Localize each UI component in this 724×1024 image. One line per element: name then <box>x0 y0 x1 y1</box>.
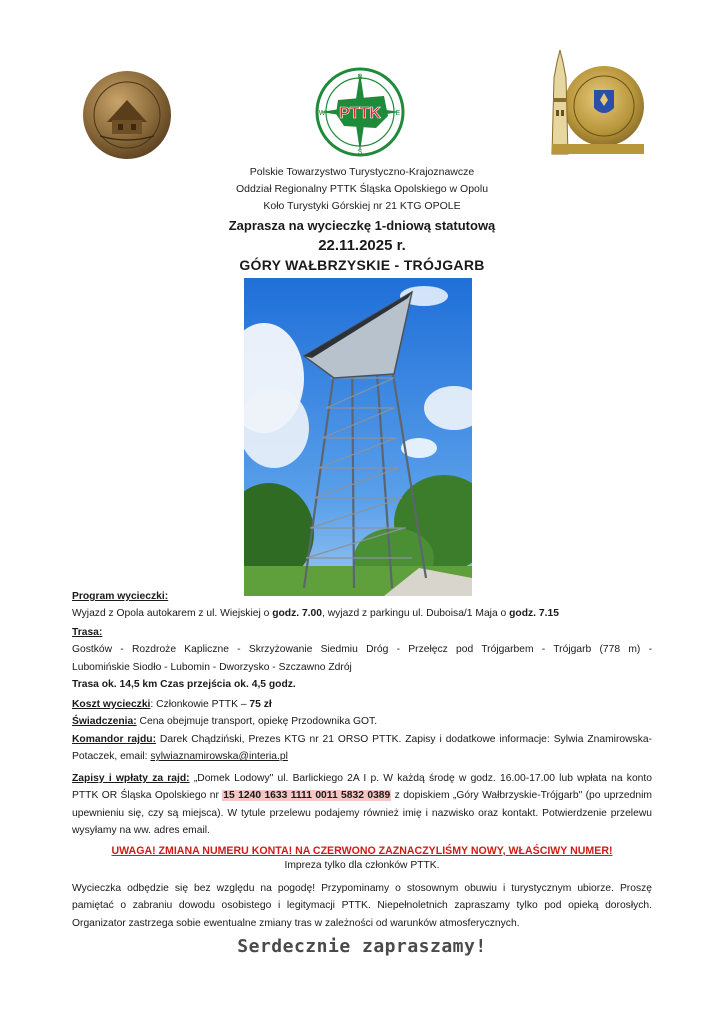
trip-destination: GÓRY WAŁBRZYSKIE - TRÓJGARB <box>239 257 485 273</box>
svg-text:S: S <box>357 149 363 156</box>
route-line-2: Lubomińskie Siodło - Lubomin - Dworzysko - Szczawno Zdrój <box>72 661 352 673</box>
organization-block <box>0 164 724 215</box>
trip-date: 22.11.2025 r. <box>318 237 406 254</box>
contact-email-link[interactable]: sylwiaznamirowska@interia.pl <box>150 751 288 763</box>
org-branch-line: Oddział Regionalny PTTK Śląska Opolskiego w Opolu <box>235 183 489 195</box>
route-line-1: Gostków - Rozdroże Kapliczne - Skrzyżowanie Siedmiu Dróg - Przełęcz pod Trójgarbem - Trójgarb (778 m) - <box>72 644 652 656</box>
services-line: Świadczenia: Cena obejmuje transport, opiekę Przodownika GOT. <box>72 716 378 728</box>
program-text: Wyjazd z Opola autokarem z ul. Wiejskiej o godz. 7.00, wyjazd z parkingu ul. Duboisa/1 Maja o godz. 7.15 <box>72 608 559 620</box>
program-section <box>72 588 652 623</box>
invite-heading: Zaprasza na wycieczkę 1-dniową statutową <box>228 218 496 233</box>
svg-text:W: W <box>318 110 326 117</box>
details-section <box>72 696 652 766</box>
closing-greeting: Serdecznie zapraszamy! <box>237 936 487 957</box>
route-section <box>72 624 652 694</box>
observation-tower-photo <box>244 278 472 596</box>
ktg-opole-badge-logo <box>538 48 650 156</box>
svg-text:E: E <box>395 110 401 117</box>
svg-text:PTTK: PTTK <box>339 105 381 122</box>
org-name-line: Polskie Towarzystwo Turystyczno-Krajoznawcze <box>249 166 475 178</box>
general-notes: Wycieczka odbędzie się bez względu na pogodę! Przypominamy o stosownym obuwiu i turystycznym ubiorze. Proszę pamiętać o zabraniu dowodu osobistego i legitymacji PTTK. Niepełnoletnich zapraszamy tylko pod opieką dorosłych. Organizator zastrzega sobie ewentualne zmiany tras w zależności od warunków atmosferycznych. <box>72 883 652 929</box>
route-summary: Trasa ok. 14,5 km Czas przejścia ok. 4,5 godz. <box>72 679 296 691</box>
cost-line: Koszt wycieczki: Członkowie PTTK – 75 zł <box>72 699 272 710</box>
members-only-note: Impreza tylko dla członków PTTK. <box>284 860 440 871</box>
commander-line: Komandor rajdu: Darek Chądziński, Prezes KTG nr 21 ORSO PTTK. Zapisy i dodatkowe informacje: Sylwia Znamirowska-Potaczek, email: sylwiaznamirowska@interia.pl <box>72 733 653 763</box>
signup-section: Zapisy i wpłaty za rajd: „Domek Lodowy" ul. Barlickiego 2A I p. W każdą środę w godz. 16.00-17.00 lub wpłata na konto PTTK OR Śląska Opolskiego nr 15 1240 1633 1111 0011 5832 0389 z dopiskiem „Góry Wałbrzyskie-Trójgarb" (po uprzednim upewnieniu się, czy są miejsca). W tytule przelewu podajemy również imię i nazwisko oraz kontakt. Potwierdzenie przelewu wysyłamy na ww. adres email. <box>72 773 652 837</box>
svg-text:N: N <box>357 74 363 81</box>
pttk-logo <box>314 66 406 158</box>
org-club-line: Koło Turystyki Górskiej nr 21 KTG OPOLE <box>263 200 461 212</box>
account-change-warning: UWAGA! ZMIANA NUMERU KONTA! NA CZERWONO ZAZNACZYLIŚMY NOWY, WŁAŚCIWY NUMER! <box>111 845 613 857</box>
left-badge-logo <box>82 70 172 160</box>
bank-account-number: 15 1240 1633 1111 0011 5832 0389 <box>223 790 391 802</box>
route-heading: Trasa: <box>72 627 103 638</box>
signup-label: Zapisy i wpłaty za rajd: <box>72 773 190 784</box>
program-heading: Program wycieczki: <box>72 591 169 602</box>
